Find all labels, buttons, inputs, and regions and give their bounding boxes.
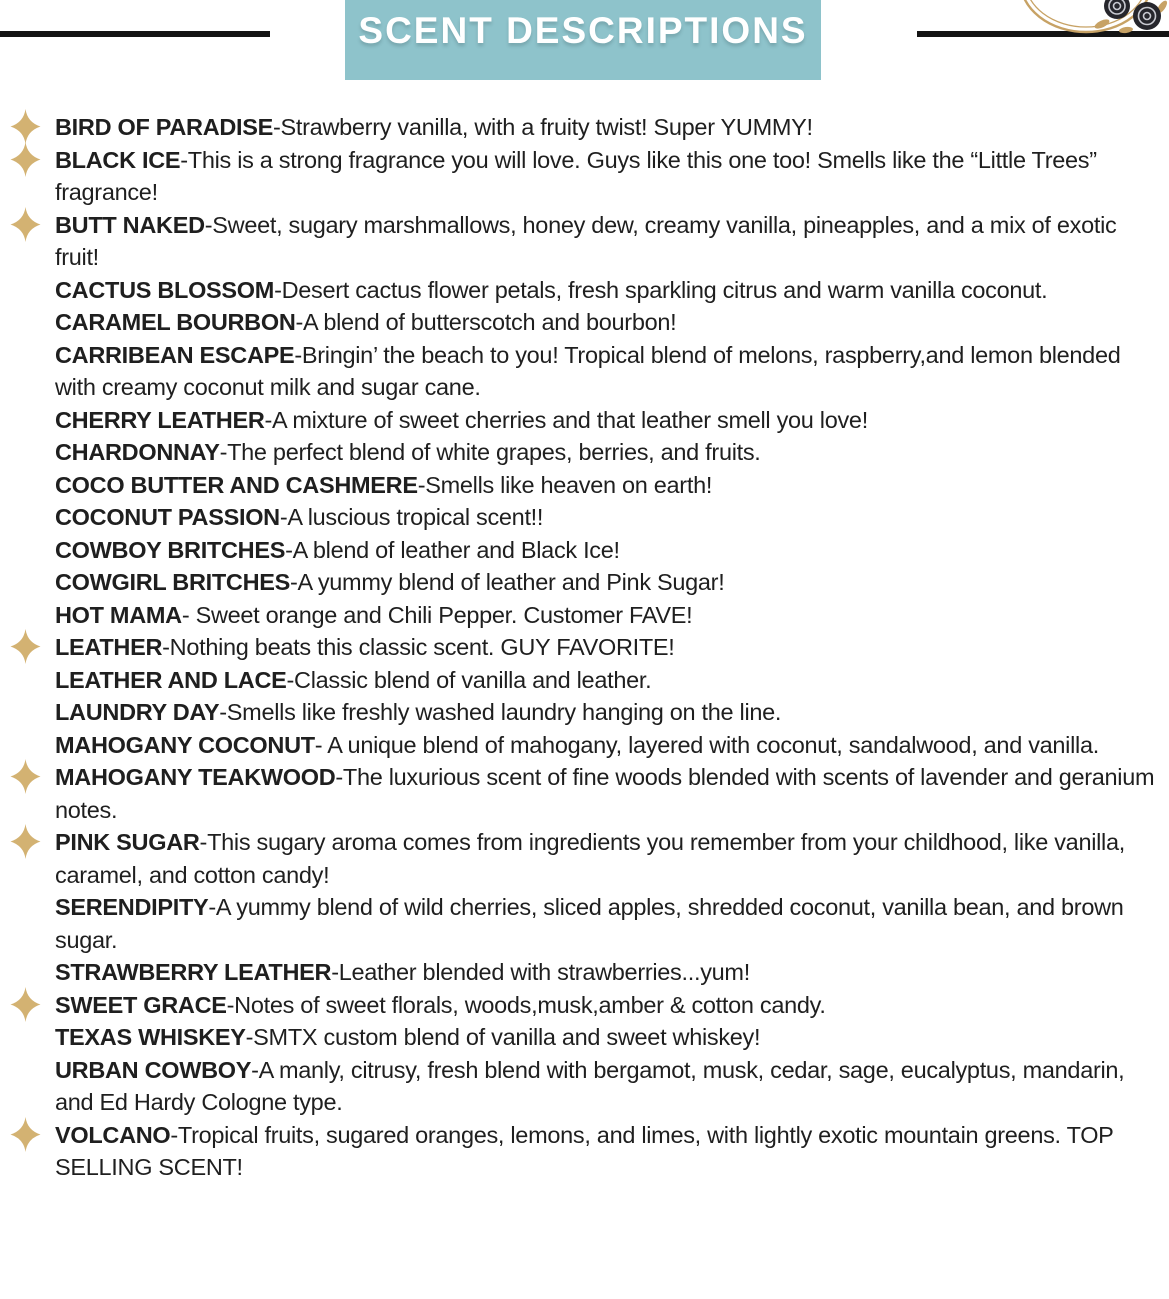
sparkle-star-icon	[9, 759, 42, 794]
scent-item	[55, 144, 1160, 209]
scent-description: -Nothing beats this classic scent. GUY FAVORITE!	[162, 634, 675, 660]
page-title: SCENT DESCRIPTIONS	[358, 10, 808, 51]
scent-name: LAUNDRY DAY	[55, 699, 220, 725]
scent-item	[55, 436, 1160, 469]
sparkle-star-icon	[9, 142, 42, 177]
scent-description: -A blend of butterscotch and bourbon!	[295, 309, 677, 335]
scent-name: COCO BUTTER AND CASHMERE	[55, 471, 418, 498]
scent-name: LEATHER	[55, 634, 163, 660]
scent-description: -Smells like freshly washed laundry hanging on the line.	[219, 699, 782, 725]
sparkle-star-icon	[9, 629, 42, 664]
sparkle-star-icon	[9, 207, 42, 242]
scent-item	[55, 826, 1160, 891]
scent-name: BIRD OF PARADISE	[55, 114, 274, 140]
scent-item	[55, 989, 1160, 1022]
scent-name: LEATHER AND LACE	[55, 666, 287, 693]
scent-description: -A manly, citrusy, fresh blend with bergamot, musk, cedar, sage, eucalyptus, mandarin, and Ed Hardy Cologne type.	[55, 1056, 1125, 1115]
scent-description: -The perfect blend of white grapes, berries, and fruits.	[219, 439, 761, 465]
scent-item	[55, 1021, 1160, 1054]
scent-item	[55, 664, 1160, 697]
scent-item	[55, 306, 1160, 339]
scent-name: CARAMEL BOURBON	[55, 309, 296, 335]
scent-description: -A mixture of sweet cherries and that leather smell you love!	[264, 406, 868, 433]
scent-name: COCONUT PASSION	[55, 504, 280, 530]
scent-item	[55, 566, 1160, 599]
scent-name: COWGIRL BRITCHES	[55, 569, 290, 595]
scent-item	[55, 956, 1160, 989]
scent-item	[55, 469, 1160, 502]
scent-description: -Desert cactus flower petals, fresh sparkling citrus and warm vanilla coconut.	[274, 276, 1048, 303]
scent-description: -The luxurious scent of fine woods blended with scents of lavender and geranium notes.	[55, 764, 1155, 823]
scent-item	[55, 1119, 1160, 1184]
sparkle-star-icon	[9, 987, 42, 1022]
scent-description: -Bringin’ the beach to you! Tropical blend of melons, raspberry,and lemon blended with creamy coconut milk and sugar cane.	[55, 341, 1121, 400]
scent-name: STRAWBERRY LEATHER	[55, 959, 332, 985]
scent-item	[55, 599, 1160, 632]
scent-item	[55, 501, 1160, 534]
scent-name: CACTUS BLOSSOM	[55, 276, 275, 303]
scent-name: BLACK ICE	[55, 146, 181, 173]
scent-description: -A yummy blend of leather and Pink Sugar!	[290, 569, 725, 595]
scent-name: SERENDIPITY	[55, 894, 209, 920]
scent-description: -Smells like heaven on earth!	[417, 471, 713, 498]
scent-description: -A blend of leather and Black Ice!	[285, 536, 620, 563]
scent-item	[55, 696, 1160, 729]
scent-description: -This is a strong fragrance you will love. Guys like this one too! Smells like the “Little Trees” fragrance!	[55, 146, 1097, 205]
sparkle-star-icon	[9, 109, 42, 144]
scent-name: SWEET GRACE	[55, 991, 227, 1018]
scent-description: -Sweet, sugary marshmallows, honey dew, creamy vanilla, pineapples, and a mix of exotic fruit!	[55, 211, 1117, 270]
rose-wreath-logo	[1014, 0, 1169, 48]
scent-item	[55, 339, 1160, 404]
scent-item	[55, 274, 1160, 307]
scent-item	[55, 111, 1160, 144]
scent-name: MAHOGANY TEAKWOOD	[55, 764, 336, 790]
sparkle-star-icon	[9, 1117, 42, 1152]
scent-item	[55, 1054, 1160, 1119]
scent-name: CHARDONNAY	[55, 439, 220, 465]
scent-description: -Strawberry vanilla, with a fruity twist! Super YUMMY!	[273, 114, 813, 140]
scent-name: MAHOGANY COCONUT	[55, 731, 315, 758]
scent-description: -A yummy blend of wild cherries, sliced apples, shredded coconut, vanilla bean, and brown sugar.	[55, 894, 1124, 953]
scent-description: - Sweet orange and Chili Pepper. Customer FAVE!	[181, 601, 693, 628]
scent-description: -Leather blended with strawberries...yum!	[331, 959, 750, 985]
scent-name: VOLCANO	[55, 1121, 171, 1148]
scent-item	[55, 631, 1160, 664]
scent-name: CHERRY LEATHER	[55, 406, 265, 433]
scent-item	[55, 891, 1160, 956]
scent-name: COWBOY BRITCHES	[55, 536, 286, 563]
scent-name: HOT MAMA	[55, 601, 182, 628]
scent-item	[55, 534, 1160, 567]
scent-name: CARRIBEAN ESCAPE	[55, 341, 295, 368]
scent-item	[55, 209, 1160, 274]
scent-description: -Notes of sweet florals, woods,musk,amber & cotton candy.	[226, 991, 826, 1018]
scent-description: -Classic blend of vanilla and leather.	[286, 666, 652, 693]
scent-description: -SMTX custom blend of vanilla and sweet whiskey!	[245, 1024, 761, 1050]
scent-name: BUTT NAKED	[55, 211, 205, 238]
scent-description: - A unique blend of mahogany, layered with coconut, sandalwood, and vanilla.	[314, 731, 1099, 758]
scent-name: PINK SUGAR	[55, 829, 200, 855]
scent-item	[55, 729, 1160, 762]
scent-description: -A luscious tropical scent!!	[279, 504, 544, 530]
scent-list	[0, 111, 1169, 1184]
scent-name: TEXAS WHISKEY	[55, 1024, 246, 1050]
page-title-banner	[345, 0, 821, 80]
scent-description: -This sugary aroma comes from ingredients you remember from your childhood, like vanilla, caramel, and cotton candy!	[55, 829, 1125, 888]
sparkle-star-icon	[9, 824, 42, 859]
scent-description: -Tropical fruits, sugared oranges, lemons, and limes, with lightly exotic mountain greens. TOP SELLING SCENT!	[55, 1121, 1114, 1180]
scent-item	[55, 761, 1160, 826]
scent-item	[55, 404, 1160, 437]
header	[0, 0, 1169, 111]
scent-name: URBAN COWBOY	[55, 1056, 252, 1083]
rose-bloom	[1133, 2, 1161, 30]
left-divider-line	[0, 31, 270, 37]
